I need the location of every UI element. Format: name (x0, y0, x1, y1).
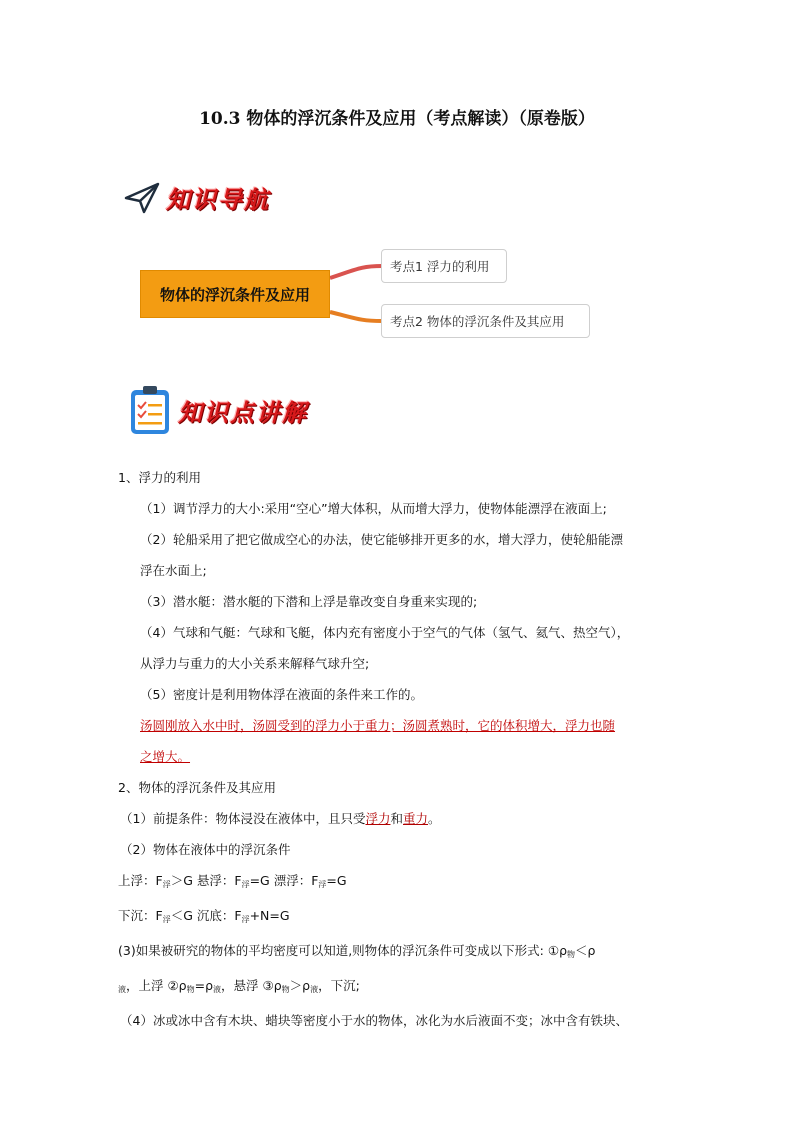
s1-paragraph-4b: 从浮力与重力的大小关系来解释气球升空; (140, 656, 370, 671)
s1-note-a: 汤圆刚放入水中时，汤圆受到的浮力小于重力；汤圆煮熟时，它的体积增大，浮力也随 (140, 718, 616, 733)
s1-paragraph-3: （3）潜水艇：潜水艇的下潜和上浮是靠改变自身重来实现的; (140, 594, 478, 609)
s2-condition-line-2: 下沉：$F_浮<G$ 沉底：$F_浮+N=G$ (118, 908, 290, 924)
s2-paragraph-2: （2）物体在液体中的浮沉条件 (120, 842, 291, 857)
keyword-buoyancy: 浮力 (365, 811, 391, 826)
clipboard-icon (128, 384, 172, 436)
s1-paragraph-1: （1）调节浮力的大小:采用“空心”增大体积，从而增大浮力，使物体能漂浮在液面上; (140, 501, 607, 516)
mindmap-connectors (0, 0, 794, 400)
section2-heading: 2、物体的浮沉条件及其应用 (118, 780, 276, 795)
s2-condition-line-1: 上浮：$F_浮>G$ 悬浮：$F_浮=G$ 漂浮：$F_浮=G$ (118, 873, 347, 889)
s2-p1-and: 和 (390, 811, 403, 826)
keyword-gravity: 重力 (403, 811, 429, 826)
s1-paragraph-2b: 浮在水面上; (140, 563, 207, 578)
knowledge-nav-title: 知识导航 (166, 185, 270, 214)
s2-p1-end: 。 (428, 811, 441, 826)
s2-paragraph-3b: $_液$，上浮 $②\rho_物=\rho_液$，悬浮 $③\rho_物>\rho_液$，下沉; (118, 978, 360, 994)
s2-paragraph-1 (118, 803, 688, 834)
section1-heading: 1、浮力的利用 (118, 470, 201, 485)
s1-paragraph-5: （5）密度计是利用物体浮在液面的条件来工作的。 (140, 687, 423, 702)
s2-p1-text: （1）前提条件：物体浸没在液体中，且只受 (120, 811, 366, 826)
knowledge-points-title: 知识点讲解 (178, 397, 308, 427)
mindmap-center-node: 物体的浮沉条件及应用 (140, 270, 330, 318)
s1-paragraph-4a: （4）气球和气艇：气球和飞艇，体内充有密度小于空气的气体（氢气、氦气、热空气）， (140, 625, 630, 640)
document-body (118, 462, 688, 1036)
mindmap-node-point1: 考点1 浮力的利用 (381, 249, 507, 283)
s1-note-b: 之增大。 (140, 749, 191, 764)
knowledge-points-banner (128, 384, 308, 436)
s1-paragraph-2a: （2）轮船采用了把它做成空心的办法，使它能够排开更多的水，增大浮力，使轮船能漂 (140, 532, 623, 547)
s2-paragraph-4: （4）冰或冰中含有木块、蜡块等密度小于水的物体，冰化为水后液面不变；冰中含有铁块、 (120, 1013, 628, 1028)
page-title: 10.3 物体的浮沉条件及应用（考点解读）（原卷版） (199, 109, 595, 129)
mindmap-node-point2: 考点2 物体的浮沉条件及其应用 (381, 304, 590, 338)
s2-paragraph-3a: (3)如果被研究的物体的平均密度可以知道,则物体的浮沉条件可变成以下形式: $①\rho_物<\rho$ (118, 943, 596, 959)
